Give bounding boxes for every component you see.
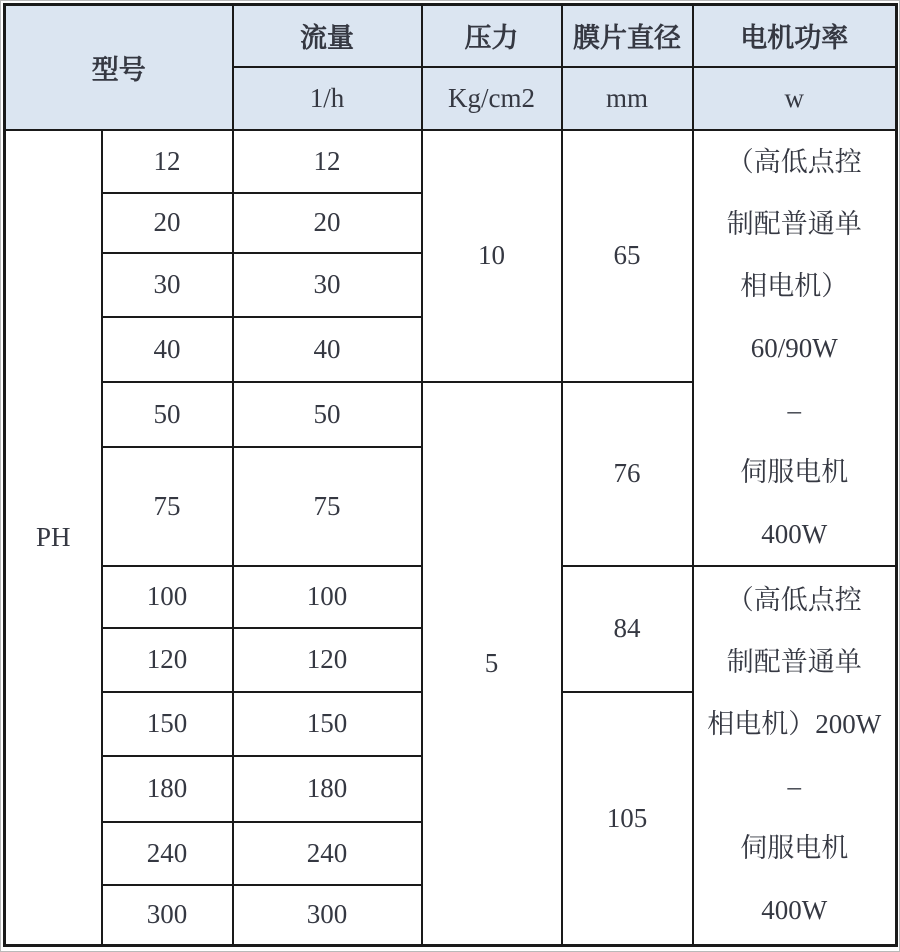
- motor-power-group-cell: [693, 566, 897, 946]
- flow-cell: 12: [233, 130, 422, 193]
- model-cell: 50: [102, 382, 233, 447]
- motor-power-text-line: 伺服电机: [740, 833, 849, 864]
- header-flow: 流量: [233, 5, 422, 67]
- flow-cell: 40: [233, 317, 422, 382]
- diaphragm-group-cell: 105: [562, 692, 693, 946]
- model-cell: 240: [102, 822, 233, 885]
- pressure-group-cell: 5: [422, 382, 562, 946]
- motor-power-text-line: 相电机）: [740, 270, 849, 301]
- motor-power-text-line: –: [787, 771, 801, 802]
- motor-power-text-line: 制配普通单: [726, 208, 862, 239]
- diaphragm-group-cell: 76: [562, 382, 693, 566]
- flow-cell: 120: [233, 628, 422, 692]
- header-model: 型号: [5, 5, 233, 130]
- header-pressure: 压力: [422, 5, 562, 67]
- model-cell: 30: [102, 253, 233, 317]
- model-cell: 150: [102, 692, 233, 756]
- model-cell: 100: [102, 566, 233, 628]
- unit-pressure: Kg/cm2: [422, 67, 562, 130]
- header-diaphragm: 膜片直径: [562, 5, 693, 67]
- flow-cell: 180: [233, 756, 422, 822]
- motor-power-text-line: （高低点控: [726, 146, 862, 177]
- flow-cell: 50: [233, 382, 422, 447]
- flow-cell: 20: [233, 193, 422, 253]
- model-cell: 12: [102, 130, 233, 193]
- flow-cell: 240: [233, 822, 422, 885]
- motor-power-text-line: （高低点控: [726, 585, 862, 616]
- header-row-1: [5, 5, 897, 67]
- header-motor-power: 电机功率: [693, 5, 897, 67]
- model-cell: 120: [102, 628, 233, 692]
- model-series-cell: PH: [5, 130, 102, 946]
- model-cell: 20: [102, 193, 233, 253]
- flow-cell: 300: [233, 885, 422, 946]
- motor-power-text-line: –: [787, 394, 801, 425]
- model-cell: 300: [102, 885, 233, 946]
- motor-power-text-line: 400W: [761, 518, 828, 549]
- motor-power-text-line: 伺服电机: [740, 456, 849, 487]
- flow-cell: 30: [233, 253, 422, 317]
- model-cell: 75: [102, 447, 233, 566]
- model-cell: 40: [102, 317, 233, 382]
- motor-power-text-line: 60/90W: [750, 332, 838, 363]
- unit-flow: 1/h: [233, 67, 422, 130]
- unit-motor-power: w: [693, 67, 897, 130]
- table-row: [5, 130, 897, 193]
- unit-diaphragm: mm: [562, 67, 693, 130]
- pressure-group-cell: 10: [422, 130, 562, 382]
- diaphragm-group-cell: 84: [562, 566, 693, 692]
- model-cell: 180: [102, 756, 233, 822]
- motor-power-text-line: 制配普通单: [726, 647, 862, 678]
- motor-power-text-line: 相电机）200W: [707, 709, 882, 740]
- flow-cell: 100: [233, 566, 422, 628]
- flow-cell: 75: [233, 447, 422, 566]
- diaphragm-group-cell: 65: [562, 130, 693, 382]
- flow-cell: 150: [233, 692, 422, 756]
- motor-power-text-line: 400W: [761, 895, 828, 926]
- motor-power-group-cell: [693, 130, 897, 566]
- pump-spec-table: [3, 3, 898, 947]
